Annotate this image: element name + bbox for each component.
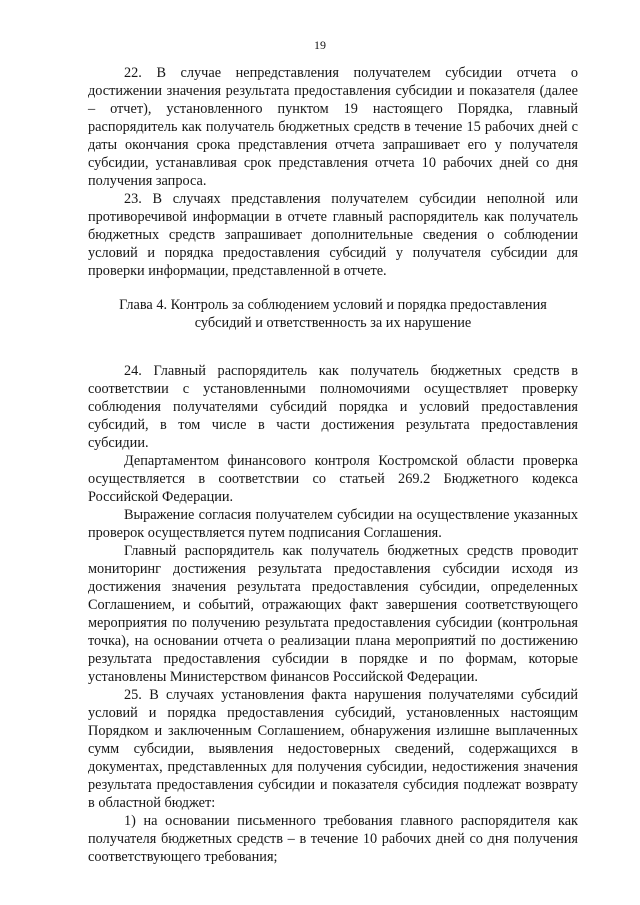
paragraph-25: 25. В случаях установления факта нарушения получателями субсидий условий и порядка предоставления субсидий, установленных настоящим Порядком и заключенным Соглашением, обнаружения излишне выплаченных сумм субсидии, выявления недостоверных сведений, содержащихся в документах, представленных для получения субсидии, недостижения значения результата предоставления субсидии и показателя субсидия подлежат возврату в областной бюджет:: [88, 687, 578, 811]
paragraph-24-monitoring: Главный распорядитель как получатель бюджетных средств проводит мониторинг достижения результата предоставления субсидии исходя из достижения значения результата предоставления субсидии, определенных Соглашением, и событий, отражающих факт завершения соответствующего мероприятия по получению результата предоставления субсидии (контрольная точка), на основании отчета о реализации плана мероприятий по достижению результата предоставления субсидии в порядке и по формам, которые установлены Министерством финансов Российской Федерации.: [88, 543, 578, 685]
paragraph-24-consent: Выражение согласия получателем субсидии на осуществление указанных проверок осуществляется путем подписания Соглашения.: [88, 507, 578, 541]
paragraph-24-department: Департаментом финансового контроля Костромской области проверка осуществляется в соответствии со статьей 269.2 Бюджетного кодекса Российской Федерации.: [88, 453, 578, 505]
paragraph-22: 22. В случае непредставления получателем субсидии отчета о достижении значения результата предоставления субсидии и показателя (далее – отчет), установленного пунктом 19 настоящего Порядка, главный распорядитель как получатель бюджетных средств в течение 15 рабочих дней с даты окончания срока представления отчета запрашивает его у получателя субсидии, устанавливая срок представления отчета 10 рабочих дней со дня получения запроса.: [88, 65, 578, 189]
paragraph-23: 23. В случаях представления получателем субсидии неполной или противоречивой информации в отчете главный распорядитель как получатель бюджетных средств запрашивает дополнительные сведения о соблюдении условий и порядка предоставления субсидий у получателя субсидии для проверки информации, представленной в отчете.: [88, 191, 578, 279]
chapter-heading-line-2: субсидий и ответственность за их нарушение: [194, 315, 472, 331]
page-number: 19: [314, 38, 326, 52]
chapter-heading: [88, 296, 578, 332]
document-body: [88, 64, 578, 866]
paragraph-25-item-1: 1) на основании письменного требования главного распорядителя как получателя бюджетных средств – в течение 10 рабочих дней со дня получения соответствующего требования;: [88, 813, 578, 865]
paragraph-24: 24. Главный распорядитель как получатель бюджетных средств в соответствии с установленными полномочиями осуществляет проверку соблюдения получателями субсидий порядка и условий предоставления субсидий, в том числе в части достижения результата предоставления субсидии.: [88, 363, 578, 451]
chapter-heading-line-1: Глава 4. Контроль за соблюдением условий и порядка предоставления: [119, 297, 547, 313]
